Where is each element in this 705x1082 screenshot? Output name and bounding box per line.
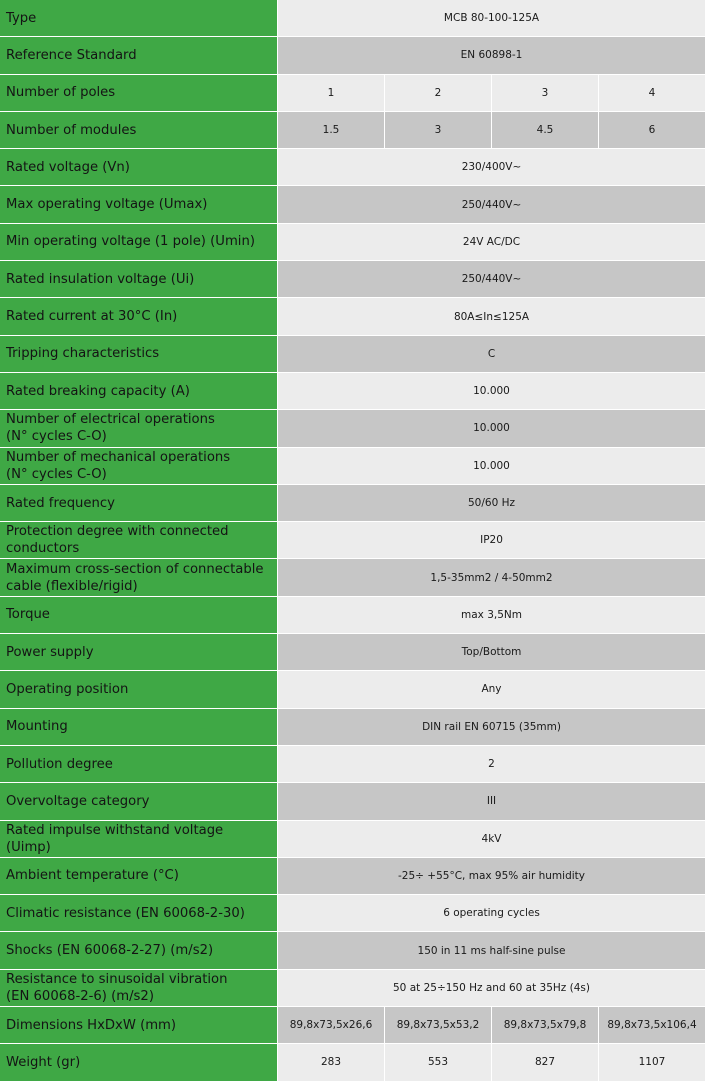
spec-label: Number of mechanical operations (N° cycles C-O) <box>0 448 278 484</box>
spec-value: 1 <box>278 75 384 111</box>
spec-label: Weight (gr) <box>0 1044 278 1080</box>
spec-value: 3 <box>384 112 491 148</box>
spec-label: Maximum cross-section of connectable cable (flexible/rigid) <box>0 559 278 595</box>
spec-value: 89,8x73,5x106,4 <box>598 1007 705 1043</box>
spec-label: Rated current at 30°C (In) <box>0 298 278 334</box>
spec-value: 89,8x73,5x53,2 <box>384 1007 491 1043</box>
spec-label: Rated breaking capacity (A) <box>0 373 278 409</box>
spec-values <box>278 970 705 1006</box>
spec-values <box>278 37 705 73</box>
spec-label: Resistance to sinusoidal vibration (EN 60068-2-6) (m/s2) <box>0 970 278 1006</box>
spec-value: Any <box>278 671 705 707</box>
spec-row-number-of-electrical-operations <box>0 410 705 447</box>
spec-value: 89,8x73,5x79,8 <box>491 1007 598 1043</box>
spec-value: DIN rail EN 60715 (35mm) <box>278 709 705 745</box>
spec-row-overvoltage-category <box>0 783 705 820</box>
spec-values <box>278 821 705 857</box>
spec-values <box>278 783 705 819</box>
spec-values <box>278 448 705 484</box>
spec-value: IP20 <box>278 522 705 558</box>
spec-row-weight-gr <box>0 1044 705 1081</box>
spec-value: 6 <box>598 112 705 148</box>
spec-row-maximum-cross-section-of-connectable <box>0 559 705 596</box>
spec-row-max-operating-voltage-umax <box>0 186 705 223</box>
spec-row-number-of-poles <box>0 75 705 112</box>
spec-label: Overvoltage category <box>0 783 278 819</box>
spec-values <box>278 298 705 334</box>
spec-value: max 3,5Nm <box>278 597 705 633</box>
spec-row-rated-impulse-withstand-voltage-uimp <box>0 821 705 858</box>
spec-value: 24V AC/DC <box>278 224 705 260</box>
spec-row-rated-voltage-vn <box>0 149 705 186</box>
spec-label: Max operating voltage (Umax) <box>0 186 278 222</box>
spec-values <box>278 559 705 595</box>
spec-label: Operating position <box>0 671 278 707</box>
spec-value: 553 <box>384 1044 491 1080</box>
spec-values <box>278 75 705 111</box>
spec-values <box>278 336 705 372</box>
spec-value: 2 <box>384 75 491 111</box>
spec-values <box>278 895 705 931</box>
spec-row-torque <box>0 597 705 634</box>
spec-value: 1.5 <box>278 112 384 148</box>
spec-value: III <box>278 783 705 819</box>
spec-values <box>278 0 705 36</box>
spec-row-rated-insulation-voltage-ui <box>0 261 705 298</box>
spec-value: 89,8x73,5x26,6 <box>278 1007 384 1043</box>
spec-row-resistance-to-sinusoidal-vibration <box>0 970 705 1007</box>
spec-value: 250/440V~ <box>278 261 705 297</box>
spec-row-number-of-modules <box>0 112 705 149</box>
spec-label: Tripping characteristics <box>0 336 278 372</box>
spec-value: 3 <box>491 75 598 111</box>
spec-label: Number of electrical operations (N° cycles C-O) <box>0 410 278 446</box>
spec-value: 10.000 <box>278 373 705 409</box>
spec-value: 50/60 Hz <box>278 485 705 521</box>
spec-values <box>278 709 705 745</box>
spec-value: 10.000 <box>278 448 705 484</box>
spec-row-rated-breaking-capacity-a <box>0 373 705 410</box>
spec-label: Type <box>0 0 278 36</box>
spec-values <box>278 858 705 894</box>
spec-value: C <box>278 336 705 372</box>
spec-values <box>278 522 705 558</box>
spec-value: -25÷ +55°C, max 95% air humidity <box>278 858 705 894</box>
spec-value: 1107 <box>598 1044 705 1080</box>
spec-label: Power supply <box>0 634 278 670</box>
spec-label: Pollution degree <box>0 746 278 782</box>
spec-values <box>278 112 705 148</box>
spec-value: 230/400V~ <box>278 149 705 185</box>
spec-value: 250/440V~ <box>278 186 705 222</box>
spec-values <box>278 149 705 185</box>
spec-values <box>278 634 705 670</box>
spec-value: MCB 80-100-125A <box>278 0 705 36</box>
spec-value: 283 <box>278 1044 384 1080</box>
spec-value: 4.5 <box>491 112 598 148</box>
spec-label: Rated frequency <box>0 485 278 521</box>
spec-label: Min operating voltage (1 pole) (Umin) <box>0 224 278 260</box>
spec-values <box>278 597 705 633</box>
spec-row-ambient-temperature-c <box>0 858 705 895</box>
spec-label: Reference Standard <box>0 37 278 73</box>
spec-values <box>278 1044 705 1080</box>
spec-value: 80A≤In≤125A <box>278 298 705 334</box>
spec-values <box>278 373 705 409</box>
spec-label: Number of poles <box>0 75 278 111</box>
spec-value: 827 <box>491 1044 598 1080</box>
spec-row-min-operating-voltage-1-pole-umin <box>0 224 705 261</box>
spec-row-number-of-mechanical-operations <box>0 448 705 485</box>
spec-value: Top/Bottom <box>278 634 705 670</box>
spec-value: 6 operating cycles <box>278 895 705 931</box>
spec-label: Torque <box>0 597 278 633</box>
spec-value: 50 at 25÷150 Hz and 60 at 35Hz (4s) <box>278 970 705 1006</box>
spec-row-power-supply <box>0 634 705 671</box>
spec-value: 4kV <box>278 821 705 857</box>
spec-values <box>278 746 705 782</box>
spec-value: 4 <box>598 75 705 111</box>
spec-label: Rated voltage (Vn) <box>0 149 278 185</box>
spec-row-reference-standard <box>0 37 705 74</box>
spec-value: 1,5-35mm2 / 4-50mm2 <box>278 559 705 595</box>
spec-value: 10.000 <box>278 410 705 446</box>
spec-row-shocks-en-60068-2-27-m-s2 <box>0 932 705 969</box>
spec-values <box>278 224 705 260</box>
spec-values <box>278 261 705 297</box>
spec-value: EN 60898-1 <box>278 37 705 73</box>
spec-row-tripping-characteristics <box>0 336 705 373</box>
spec-label: Climatic resistance (EN 60068-2-30) <box>0 895 278 931</box>
spec-row-dimensions-hxdxw-mm <box>0 1007 705 1044</box>
spec-label: Number of modules <box>0 112 278 148</box>
spec-label: Shocks (EN 60068-2-27) (m/s2) <box>0 932 278 968</box>
spec-label: Dimensions HxDxW (mm) <box>0 1007 278 1043</box>
spec-label: Protection degree with connected conductors <box>0 522 278 558</box>
spec-row-climatic-resistance-en-60068-2-30 <box>0 895 705 932</box>
spec-row-rated-current-at-30-c-in <box>0 298 705 335</box>
spec-values <box>278 671 705 707</box>
spec-values <box>278 932 705 968</box>
spec-row-rated-frequency <box>0 485 705 522</box>
spec-label: Rated insulation voltage (Ui) <box>0 261 278 297</box>
spec-row-pollution-degree <box>0 746 705 783</box>
spec-row-type <box>0 0 705 37</box>
spec-label: Mounting <box>0 709 278 745</box>
spec-value: 150 in 11 ms half-sine pulse <box>278 932 705 968</box>
spec-label: Ambient temperature (°C) <box>0 858 278 894</box>
spec-values <box>278 485 705 521</box>
spec-values <box>278 1007 705 1043</box>
spec-values <box>278 186 705 222</box>
spec-row-operating-position <box>0 671 705 708</box>
spec-value: 2 <box>278 746 705 782</box>
spec-row-protection-degree-with-connected <box>0 522 705 559</box>
spec-row-mounting <box>0 709 705 746</box>
spec-label: Rated impulse withstand voltage (Uimp) <box>0 821 278 857</box>
spec-values <box>278 410 705 446</box>
